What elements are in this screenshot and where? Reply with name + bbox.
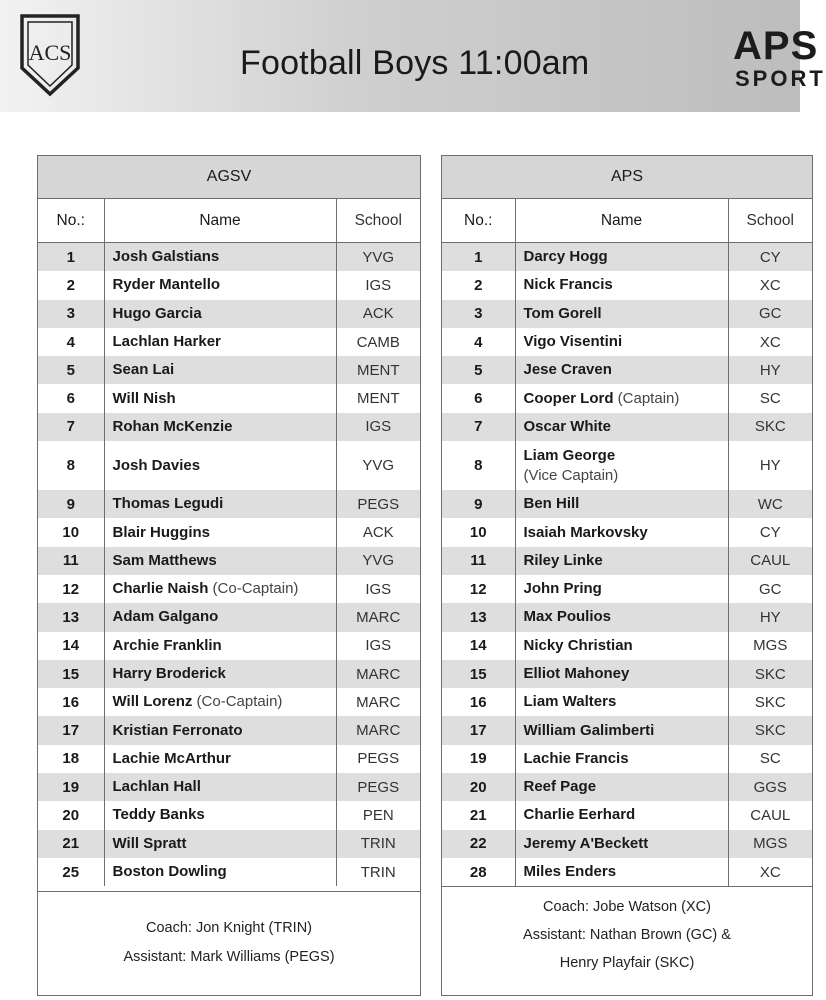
player-name-cell xyxy=(104,384,336,412)
player-number: 17 xyxy=(442,716,515,744)
agsv-assistant-line: Assistant: Mark Williams (PEGS) xyxy=(123,949,335,965)
player-name-cell xyxy=(104,801,336,829)
player-name: Darcy Hogg xyxy=(523,248,608,266)
player-number: 20 xyxy=(442,773,515,801)
player-number: 11 xyxy=(38,547,104,575)
player-number: 22 xyxy=(442,830,515,858)
player-school: MARC xyxy=(336,660,420,688)
player-number: 5 xyxy=(442,356,515,384)
player-name-cell xyxy=(515,547,728,575)
table-row xyxy=(442,801,812,829)
player-number: 5 xyxy=(38,356,104,384)
player-school: IGS xyxy=(336,632,420,660)
player-name: Will Spratt xyxy=(112,834,187,852)
aps-title: APS xyxy=(442,156,812,199)
player-school: YVG xyxy=(336,243,420,272)
table-row xyxy=(38,271,420,299)
player-name: Adam Galgano xyxy=(112,608,219,626)
player-school: XC xyxy=(728,271,812,299)
table-row xyxy=(442,490,812,518)
player-name: Isaiah Markovsky xyxy=(523,523,648,541)
player-school: MGS xyxy=(728,632,812,660)
player-number: 4 xyxy=(442,328,515,356)
player-school: MGS xyxy=(728,830,812,858)
player-name-cell xyxy=(104,356,336,384)
table-row xyxy=(38,490,420,518)
table-row xyxy=(38,518,420,546)
player-number: 9 xyxy=(442,490,515,518)
player-name-cell xyxy=(104,575,336,603)
player-name-cell xyxy=(104,830,336,858)
player-name: Harry Broderick xyxy=(112,665,226,682)
player-name: Sam Matthews xyxy=(112,551,217,569)
table-row xyxy=(442,830,812,858)
table-row xyxy=(38,716,420,744)
player-school: SKC xyxy=(728,660,812,688)
player-number: 15 xyxy=(442,660,515,688)
player-number: 12 xyxy=(38,575,104,603)
aps-team-panel xyxy=(441,155,813,996)
aps-brand-subtext: SPORT xyxy=(735,66,826,91)
player-name-cell xyxy=(104,490,336,518)
player-school: GC xyxy=(728,575,812,603)
player-name-cell xyxy=(515,660,728,688)
player-name: Max Poulios xyxy=(523,608,612,626)
column-header-no: No.: xyxy=(442,199,515,243)
agsv-team-panel xyxy=(37,155,421,996)
player-school: MENT xyxy=(336,384,420,412)
table-row xyxy=(442,858,812,886)
aps-coach-line: Coach: Jobe Watson (XC) xyxy=(543,899,711,915)
player-name-cell xyxy=(104,413,336,441)
player-name-cell xyxy=(515,243,728,272)
player-name-cell xyxy=(104,688,336,716)
aps-roster xyxy=(442,243,812,887)
player-name: Reef Page xyxy=(523,778,597,796)
player-number: 16 xyxy=(38,688,104,716)
table-row xyxy=(442,384,812,412)
player-name: Miles Enders xyxy=(523,863,617,881)
player-name: Josh Galstians xyxy=(112,248,220,266)
table-row xyxy=(38,830,420,858)
agsv-team-table xyxy=(38,156,420,886)
player-name-cell xyxy=(104,547,336,575)
player-school: MENT xyxy=(336,356,420,384)
table-row xyxy=(38,603,420,631)
player-school: YVG xyxy=(336,441,420,490)
table-row xyxy=(442,603,812,631)
captain-note: (Co-Captain) xyxy=(196,693,283,711)
player-school: PEGS xyxy=(336,773,420,801)
player-number: 2 xyxy=(38,271,104,299)
player-name: Nicky Christian xyxy=(523,636,633,654)
player-number: 17 xyxy=(38,716,104,744)
player-school: IGS xyxy=(336,413,420,441)
player-name: John Pring xyxy=(523,580,602,598)
player-school: SC xyxy=(728,384,812,412)
player-name-cell xyxy=(104,441,336,490)
table-row xyxy=(442,660,812,688)
player-name-cell xyxy=(104,328,336,356)
table-row xyxy=(38,328,420,356)
player-school: ACK xyxy=(336,518,420,546)
player-school: SC xyxy=(728,745,812,773)
player-name-cell xyxy=(515,716,728,744)
player-school: PEGS xyxy=(336,745,420,773)
player-number: 2 xyxy=(442,271,515,299)
player-school: ACK xyxy=(336,300,420,328)
table-row xyxy=(38,441,420,490)
player-number: 19 xyxy=(442,745,515,773)
player-school: WC xyxy=(728,490,812,518)
player-name: Elliot Mahoney xyxy=(523,665,630,682)
table-row xyxy=(38,356,420,384)
player-number: 11 xyxy=(442,547,515,575)
table-row xyxy=(38,660,420,688)
player-school: CAMB xyxy=(336,328,420,356)
player-name: Rohan McKenzie xyxy=(112,417,233,435)
agsv-title: AGSV xyxy=(38,156,420,199)
player-number: 21 xyxy=(442,801,515,829)
player-number: 28 xyxy=(442,858,515,886)
table-row xyxy=(38,632,420,660)
player-school: HY xyxy=(728,356,812,384)
player-name-cell xyxy=(515,745,728,773)
player-name-cell xyxy=(104,660,336,688)
player-school: PEGS xyxy=(336,490,420,518)
player-name: Kristian Ferronato xyxy=(112,721,243,739)
player-name-cell xyxy=(104,716,336,744)
player-name-cell xyxy=(104,773,336,801)
player-school: HY xyxy=(728,603,812,631)
table-row xyxy=(38,745,420,773)
player-school: XC xyxy=(728,328,812,356)
table-row xyxy=(38,300,420,328)
player-number: 8 xyxy=(442,441,515,490)
table-row xyxy=(442,271,812,299)
player-school: GGS xyxy=(728,773,812,801)
player-name-cell xyxy=(515,801,728,829)
player-school: YVG xyxy=(336,547,420,575)
aps-brand-text: APS xyxy=(733,24,819,68)
player-school: XC xyxy=(728,858,812,886)
player-number: 1 xyxy=(442,243,515,272)
table-row xyxy=(38,547,420,575)
aps-coaches xyxy=(442,886,812,995)
player-name: Ben Hill xyxy=(523,495,580,513)
player-name: Oscar White xyxy=(523,417,612,435)
player-number: 3 xyxy=(442,300,515,328)
player-school: MARC xyxy=(336,716,420,744)
player-name-cell xyxy=(104,632,336,660)
player-name-cell xyxy=(515,413,728,441)
player-school: IGS xyxy=(336,271,420,299)
player-number: 1 xyxy=(38,243,104,272)
column-header-school: School xyxy=(728,199,812,243)
player-name: Charlie Naish xyxy=(112,580,209,598)
player-name-cell xyxy=(515,575,728,603)
player-name: Boston Dowling xyxy=(112,863,227,881)
column-header-name: Name xyxy=(104,199,336,243)
player-name: Lachlan Harker xyxy=(112,333,221,351)
player-name-cell xyxy=(515,384,728,412)
player-name-cell xyxy=(515,632,728,660)
player-name: Tom Gorell xyxy=(523,304,602,322)
player-school: TRIN xyxy=(336,830,420,858)
player-number: 4 xyxy=(38,328,104,356)
player-name-cell xyxy=(515,858,728,886)
player-number: 13 xyxy=(38,603,104,631)
player-school: MARC xyxy=(336,688,420,716)
table-row xyxy=(442,441,812,490)
player-name-cell xyxy=(515,490,728,518)
svg-text:ACS: ACS xyxy=(28,40,72,65)
player-name: William Galimberti xyxy=(523,721,655,739)
captain-note: (Captain) xyxy=(617,389,680,407)
player-name-cell xyxy=(104,745,336,773)
acs-shield-logo xyxy=(18,12,82,98)
player-name: Teddy Banks xyxy=(112,806,205,824)
player-school: HY xyxy=(728,441,812,490)
player-school: IGS xyxy=(336,575,420,603)
aps-assistant-line-2: Henry Playfair (SKC) xyxy=(559,955,695,971)
player-number: 8 xyxy=(38,441,104,490)
player-name-cell xyxy=(104,518,336,546)
player-number: 16 xyxy=(442,688,515,716)
player-name: Archie Franklin xyxy=(112,636,222,654)
player-number: 7 xyxy=(38,413,104,441)
player-name: Cooper Lord xyxy=(523,389,614,407)
player-number: 18 xyxy=(38,745,104,773)
player-name-cell xyxy=(104,300,336,328)
agsv-coach-line: Coach: Jon Knight (TRIN) xyxy=(145,920,312,936)
column-header-no: No.: xyxy=(38,199,104,243)
player-school: GC xyxy=(728,300,812,328)
player-school: PEN xyxy=(336,801,420,829)
player-name: Will Nish xyxy=(112,389,176,407)
player-number: 6 xyxy=(38,384,104,412)
player-name: Hugo Garcia xyxy=(112,304,202,322)
player-name: Charlie Eerhard xyxy=(523,806,636,824)
agsv-coaches xyxy=(38,891,420,995)
player-name-cell xyxy=(515,300,728,328)
player-name: Josh Davies xyxy=(112,456,201,474)
table-row xyxy=(442,716,812,744)
player-name-cell xyxy=(104,271,336,299)
player-name-cell xyxy=(104,243,336,272)
player-name: Sean Lai xyxy=(112,361,175,379)
player-name-cell xyxy=(104,858,336,886)
player-name: Vigo Visentini xyxy=(523,333,623,351)
table-row xyxy=(442,243,812,272)
player-name-cell xyxy=(515,518,728,546)
table-row xyxy=(38,384,420,412)
player-name: Blair Huggins xyxy=(112,523,211,541)
table-row xyxy=(442,413,812,441)
player-name-cell xyxy=(104,603,336,631)
player-number: 19 xyxy=(38,773,104,801)
table-row xyxy=(38,575,420,603)
table-row xyxy=(38,688,420,716)
player-name: Liam George xyxy=(523,446,616,464)
player-name-cell xyxy=(515,688,728,716)
player-school: SKC xyxy=(728,688,812,716)
player-number: 13 xyxy=(442,603,515,631)
column-header-school: School xyxy=(336,199,420,243)
player-name: Lachlan Hall xyxy=(112,778,201,796)
player-name-cell xyxy=(515,441,728,490)
player-number: 12 xyxy=(442,575,515,603)
table-row xyxy=(442,575,812,603)
player-name: Lachie Francis xyxy=(523,749,629,767)
player-name-cell xyxy=(515,603,728,631)
player-number: 21 xyxy=(38,830,104,858)
column-header-name: Name xyxy=(515,199,728,243)
player-name-cell xyxy=(515,356,728,384)
player-name: Jese Craven xyxy=(523,361,612,379)
player-name: Lachie McArthur xyxy=(112,749,231,767)
captain-note: (Vice Captain) xyxy=(523,466,619,484)
player-school: CAUL xyxy=(728,547,812,575)
table-row xyxy=(442,356,812,384)
player-school: CY xyxy=(728,518,812,546)
player-name: Thomas Legudi xyxy=(112,495,224,513)
player-number: 9 xyxy=(38,490,104,518)
aps-assistant-line: Assistant: Nathan Brown (GC) & xyxy=(523,927,731,943)
table-row xyxy=(442,300,812,328)
table-row xyxy=(442,547,812,575)
player-name: Will Lorenz xyxy=(112,693,193,711)
player-number: 20 xyxy=(38,801,104,829)
player-name: Ryder Mantello xyxy=(112,276,221,294)
player-number: 14 xyxy=(442,632,515,660)
player-number: 10 xyxy=(38,518,104,546)
player-number: 7 xyxy=(442,413,515,441)
player-school: SKC xyxy=(728,716,812,744)
player-name: Jeremy A'Beckett xyxy=(523,834,649,852)
player-school: CAUL xyxy=(728,801,812,829)
player-school: CY xyxy=(728,243,812,272)
table-row xyxy=(442,773,812,801)
player-name-cell xyxy=(515,773,728,801)
table-row xyxy=(442,688,812,716)
table-row xyxy=(442,328,812,356)
player-number: 10 xyxy=(442,518,515,546)
player-number: 15 xyxy=(38,660,104,688)
player-number: 3 xyxy=(38,300,104,328)
player-school: MARC xyxy=(336,603,420,631)
agsv-roster xyxy=(38,243,420,887)
player-name: Riley Linke xyxy=(523,551,603,569)
table-row xyxy=(442,518,812,546)
table-row xyxy=(38,413,420,441)
page-title: Football Boys 11:00am xyxy=(240,44,590,82)
table-row xyxy=(38,858,420,886)
table-row xyxy=(38,243,420,272)
player-name: Liam Walters xyxy=(523,693,617,711)
table-row xyxy=(38,801,420,829)
player-school: SKC xyxy=(728,413,812,441)
player-name-cell xyxy=(515,830,728,858)
player-school: TRIN xyxy=(336,858,420,886)
aps-team-table xyxy=(442,156,812,886)
table-row xyxy=(38,773,420,801)
player-number: 14 xyxy=(38,632,104,660)
player-name-cell xyxy=(515,328,728,356)
captain-note: (Co-Captain) xyxy=(212,580,299,598)
player-name: Nick Francis xyxy=(523,276,613,294)
table-row xyxy=(442,632,812,660)
player-number: 25 xyxy=(38,858,104,886)
table-row xyxy=(442,745,812,773)
header-banner xyxy=(0,0,826,112)
player-number: 6 xyxy=(442,384,515,412)
player-name-cell xyxy=(515,271,728,299)
